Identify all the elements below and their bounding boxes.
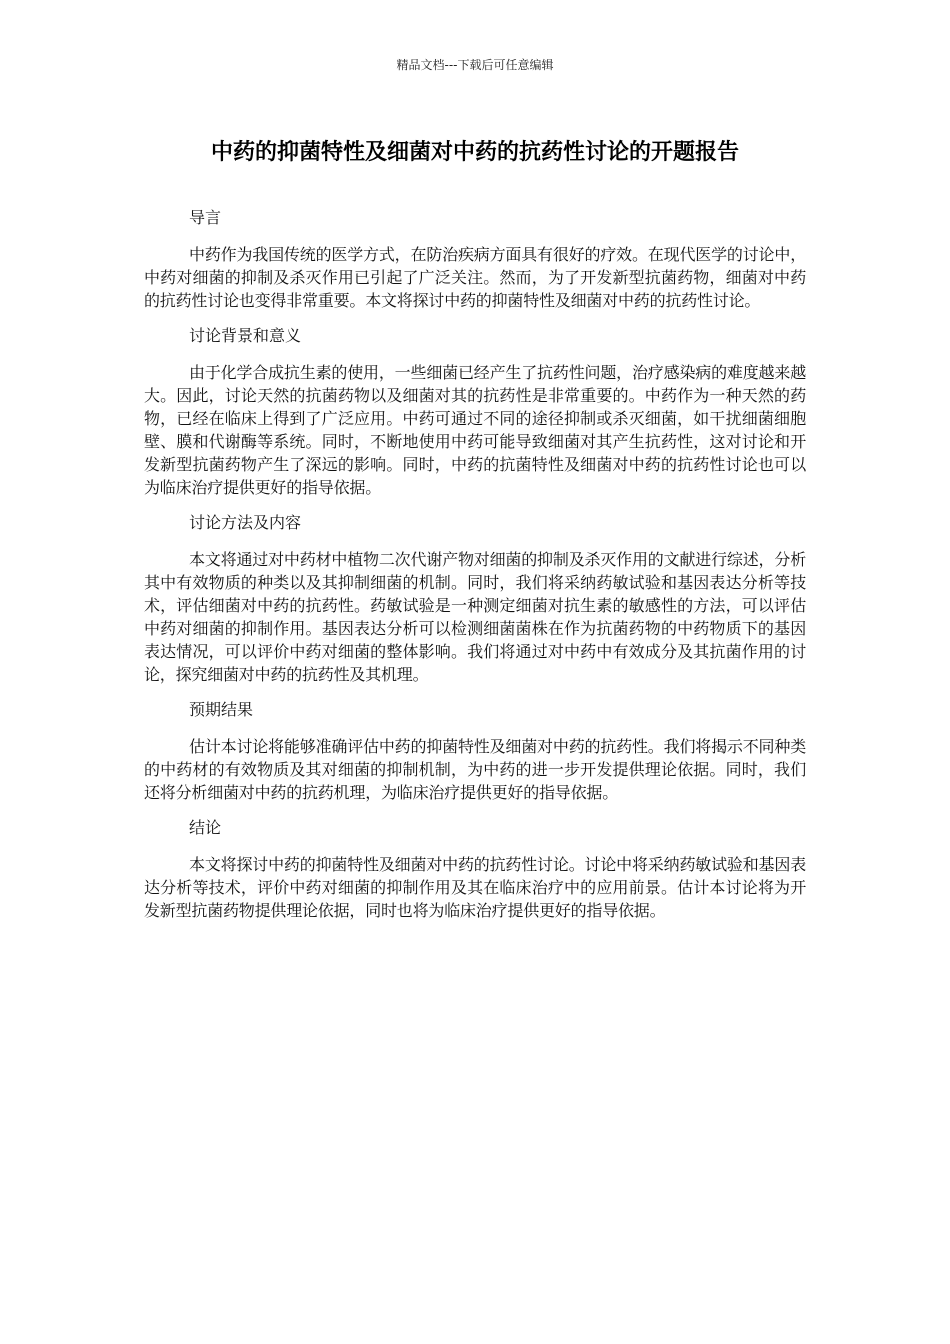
section-methods <box>144 511 806 686</box>
section-conclusion <box>144 816 806 922</box>
section-heading: 讨论方法及内容 <box>189 513 302 532</box>
section-heading: 讨论背景和意义 <box>189 326 302 345</box>
section-expected-results <box>144 698 806 804</box>
section-paragraph: 本文将通过对中药材中植物二次代谢产物对细菌的抑制及杀灭作用的文献进行综述，分析其中有效物质的种类以及其抑制细菌的机制。同时，我们将采纳药敏试验和基因表达分析等技术，评估细菌对中药的抗药性。药敏试验是一种测定细菌对抗生素的敏感性的方法，可以评估中药对细菌的抑制作用。基因表达分析可以检测细菌菌株在作为抗菌药物的中药物质下的基因表达情况，可以评价中药对细菌的整体影响。我们将通过对中药中有效成分及其抗菌作用的讨论，探究细菌对中药的抗药性及其机理。 <box>144 550 806 684</box>
section-paragraph: 中药作为我国传统的医学方式，在防治疾病方面具有很好的疗效。在现代医学的讨论中，中药对细菌的抑制及杀灭作用已引起了广泛关注。然而，为了开发新型抗菌药物，细菌对中药的抗药性讨论也变得非常重要。本文将探讨中药的抑菌特性及细菌对中药的抗药性讨论。 <box>144 245 806 310</box>
section-heading: 导言 <box>189 208 222 227</box>
section-background <box>144 324 806 499</box>
section-paragraph: 由于化学合成抗生素的使用，一些细菌已经产生了抗药性问题，治疗感染病的难度越来越大。因此，讨论天然的抗菌药物以及细菌对其的抗药性是非常重要的。中药作为一种天然的药物，已经在临床上得到了广泛应用。中药可通过不同的途径抑制或杀灭细菌，如干扰细菌细胞壁、膜和代谢酶等系统。同时，不断地使用中药可能导致细菌对其产生抗药性，这对讨论和开发新型抗菌药物产生了深远的影响。同时，中药的抗菌特性及细菌对中药的抗药性讨论也可以为临床治疗提供更好的指导依据。 <box>144 363 806 497</box>
document-body <box>144 206 806 934</box>
section-heading: 预期结果 <box>189 700 254 719</box>
header-note: 精品文档---下载后可任意编辑 <box>396 58 554 72</box>
document-title: 中药的抑菌特性及细菌对中药的抗药性讨论的开题报告 <box>210 140 739 165</box>
section-heading: 结论 <box>189 818 222 837</box>
section-paragraph: 估计本讨论将能够准确评估中药的抑菌特性及细菌对中药的抗药性。我们将揭示不同种类的中药材的有效物质及其对细菌的抑制机制，为中药的进一步开发提供理论依据。同时，我们还将分析细菌对中药的抗药机理，为临床治疗提供更好的指导依据。 <box>144 737 806 802</box>
section-paragraph: 本文将探讨中药的抑菌特性及细菌对中药的抗药性讨论。讨论中将采纳药敏试验和基因表达分析等技术，评价中药对细菌的抑制作用及其在临床治疗中的应用前景。估计本讨论将为开发新型抗菌药物提供理论依据，同时也将为临床治疗提供更好的指导依据。 <box>144 855 806 920</box>
section-introduction <box>144 206 806 312</box>
